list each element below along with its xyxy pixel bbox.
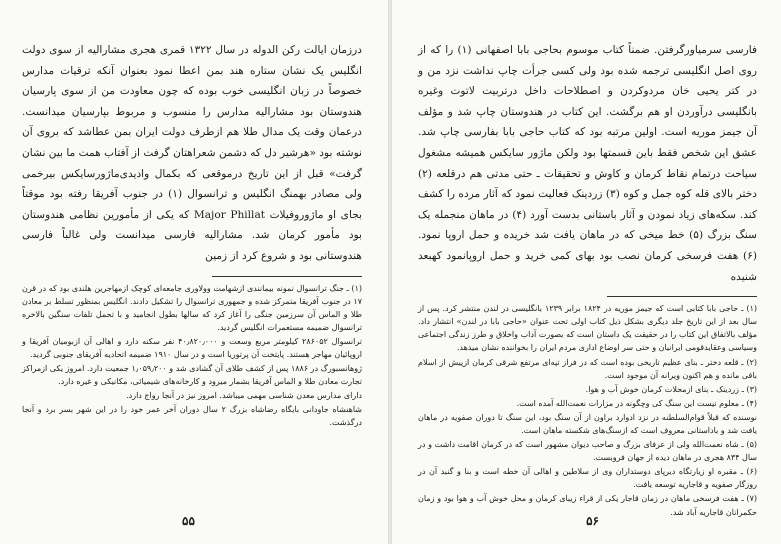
left-page-body (22, 40, 362, 267)
footnote: (۷) ـ هفت فرسخی ماهان در زمان قاجار یکی از قراء زیبای کرمان و محل خوش آب و هوا بود و زمان حکمرانان قاجاریه آباد شد. (418, 494, 757, 517)
left-page-paragraph: درزمان ایالت رکن الدوله در سال ۱۳۲۲ قمری هجری مشارالیه از سوی دولت انگلیس یک نشان ستاره هند بمن اعطا نمود بعنوان آنکه ترقیات مدارس خصوصاً در زبان انگلیسی خوب بوده که چون معاودت من از سوی پارسیان هندوستان بود مشارالیه مدارس را منسوب و مربوط بپارسیان میدانست. درعمان وقت یک مدال طلا هم ازطرف دولت ایران بمن عطاشد که بروی آن نوشته بود «هرشیر دل که دشمن شعراهتان گرفت از آفتاب همت ما بین نشان گرفت» قبل از این تاریخ درموقعی که بکمال وادیدی‌ماژورسایکس بیرخمی ولی مصادر بهمنگ انگلیس و ترانسوال (۱) در جنوب آفریقا رفته بود موقتاً بجای او ماژوروفیلات Major Phillat که یکی از مأمورین نظامی هندوستان بود مأمور کرمان شد. مشارالیه فارسی میدانست ولی غالباً فارسی هندوستانی بود و شروع کرد از زمین (22, 44, 362, 262)
left-page-footnotes (22, 282, 362, 430)
footnote: دارای مدارس معدن شناسی مهمی میباشد. امروز نیز در آنجا رواج دارد. (126, 391, 362, 401)
footnote-separator (607, 296, 757, 297)
right-page-paragraph: فارسی سرمیاورگرفتن. ضمناً کتاب موسوم بحاجی بابا اصفهانی (۱) را که از روی اصل انگلیسی ترجمه شده بود ولی کسی جرأت چاپ نداشت نزد من و در کتر یحیی خان مردوکردن و اصطلاحات داخل درتربیت لاتوت وغیره بانگلیسی درآوردن او هم برگشت. این کتاب در هندوستان چاپ شد و مؤلف آن جیمز موریه است. اولین مرتبه بود که کتاب حاجی بابا بفارسی چاپ شد. عشق این شخص فقط باین قسمتها بود ولکن ماژور سایکس همیشه مشغول سیاحت درتمام نقاط کرمان و کاوش و تحقیقات ـ حتی مدتی هم درقلعه (۲) دختر بالای قله کوه جمل و کوه (۳) زردینک فعالیت نمود که آثار مرده را کشف کند. سکه‌های زیاد نمودن و آثار باستانی بدست آورد (۴) در ماهان منجمله یک سنگ بزرگ (۵) خط میخی که در ماهان یافت شد خریده و حمل اروپا نمود. (۶) هفت فرسخی کرمان نصب بود بهای کمی خرید و حمل اروپانمود کهبعد شنیده (418, 44, 758, 283)
right-page-body (418, 40, 757, 287)
footnote: (۵) ـ شاه نعمت‌الله ولی از عرفای بزرگ و صاحب دیوان مشهور است که در کرمان اقامت داشت و در سال ۸۳۴ هجری در ماهان دیده از جهان فروبست. (418, 440, 757, 463)
footnote: (۱) ـ جنگ ترانسوال نمونه بیمانندی ازشهامت وولاوری جامعه‌ای کوچک ازمهاجرین هلندی بود که در قرن ۱۷ در جنوب آفریقا متمرکز شده و جمهوری ترانسوال را تشکیل دادند. انگلیس بمنظور تسلط بر معادن طلا و الماس آن سرزمین جنگی را آغاز کرد که سالها بطول انجامید و با تحمل تلفات سنگین بالاخره ترانسوال ضمیمه مستعمرات انگلیس گردید. (22, 283, 362, 332)
footnote: (۴) ـ معلوم نیست این سنگ کی وچگونه در مزارات نعمت‌الله آمده است. (516, 398, 757, 408)
footnote: (۱) ـ حاجی بابا کتابی است که جیمز موریه در ۱۸۲۴ برابر ۱۲۳۹ بانگلیسی در لندن منتشر کرد. پس از سال بعد از این تاریخ جلد دیگری بشکل ذیل کتاب اولی تحت عنوان «حاجی بابا در لندن» انتشار داد. مؤلف بالاتفاق این کتاب را در حقیقت یک داستان است که بصورت آداب واخلاق و طرز زندگی اجتماعی وسیاسی وعقایدقومی ایرانیان و حتی سر اوضاع اداری مردم ایران را بخواننده نشان میدهد. (418, 304, 757, 353)
left-page (0, 0, 388, 544)
footnote: (۶) ـ مقبره او زیارتگاه دیرپای دوستداران وی از سلاطین و اهالی آن خطه است و بنا و گنبد آن در روزگار صفویه و قاجاریه توسعه یافت. (418, 467, 757, 490)
right-page-footnotes (418, 302, 757, 519)
page-number: ۵۶ (586, 514, 599, 528)
footnote: (۳) ـ زردینک ـ بنای ازمحلات کرمان خوش آب و هوا. (585, 384, 757, 394)
footnote: ترانسوال ۲۸۶۰۵۲ کیلومتر مربع وسعت و ۴۰٫۸۲۰٫۰۰۰ نفر سکنه دارد و اهالی آن ازبومیان آفریقا و اروپائیان مهاجر هستند. پایتخت آن پرتوریا است و در سال ۱۹۱۰ ضمیمه اتحادیه آفریقای جنوبی گردید. (22, 336, 362, 359)
footnote: ژوهانسبورگ در ۱۸۸۶ پس از کشف طلای آن گشادی شد و ۱٫۰۵۹٫۲۰۰ جمعیت دارد. امروز یکی ازمراکز تجارت معادن طلا و الماس آفریقا بشمار میرود و کارخانه‌های شیمیائی، مکانیکی و غیره دارد. (22, 364, 362, 387)
footnote: نوسنده که قبلاً قوام‌السلطنه در نزد ادوارد براون از آن سنگ بود، این سنگ تا دوران صفویه در ماهان یافت شد و باداستانی معروف است که ازسنگ‌های شکسته ماهان است. (418, 412, 757, 435)
footnote: (۲) ـ قلعه دختر ـ بنای عظیم تاریخی بوده است که در فراز تپه‌ای مرتفع شرقی کرمان ازپیش از اسلام باقی مانده و هم اکنون ویرانه آن موجود است. (418, 357, 757, 380)
footnote-separator (212, 276, 362, 277)
right-page (392, 0, 781, 544)
page-number: ۵۵ (182, 514, 195, 528)
footnote: شاهنشاه جاودانی بایگاه رضاشاه بزرگ ۲ سال دوران آخر عمر خود را در این شهر بسر برد و آنجا درگذشت. (22, 405, 362, 428)
